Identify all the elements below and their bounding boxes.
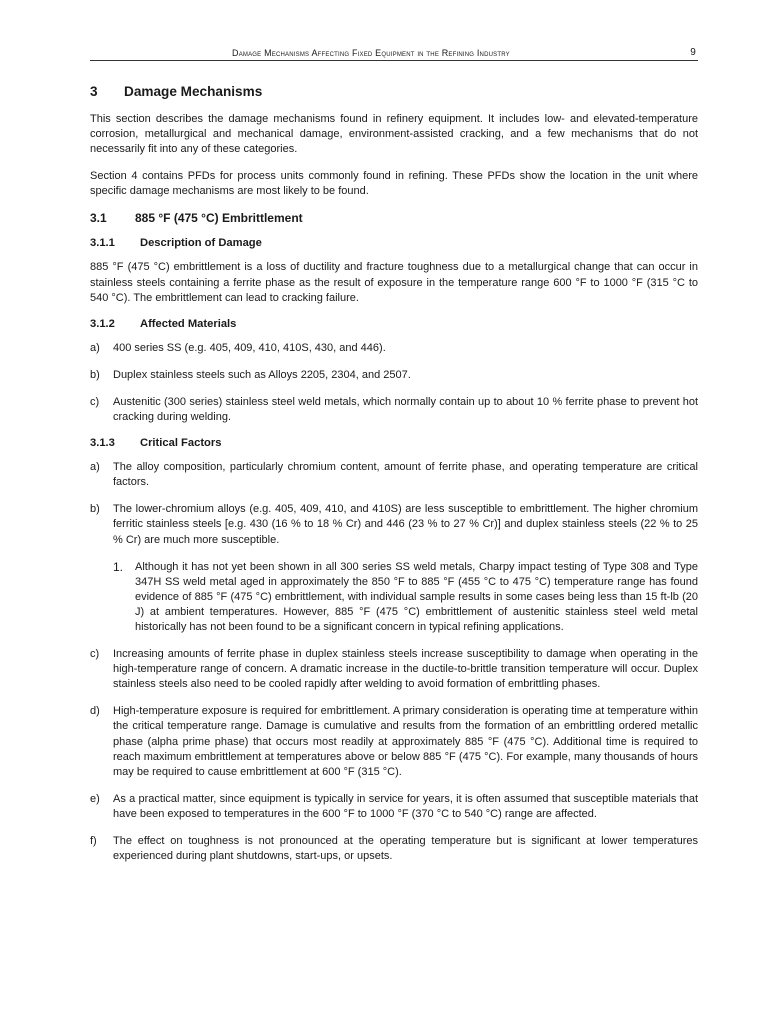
header-title: Damage Mechanisms Affecting Fixed Equipment in the Refining Industry <box>232 48 510 58</box>
list-label: a) <box>90 341 100 354</box>
list-text: Increasing amounts of ferrite phase in duplex stainless steels increase susceptibility to damage when operating in the high-temperature range of concern. A dramatic increase in the ductile-to-brittle transition temperature will occur. Duplex stainless steels also need to be cooled rapidly after welding to avoid formation of embrittling phases. <box>113 648 698 691</box>
subsubsection-title: Description of Damage <box>140 237 262 250</box>
list-item <box>90 792 698 822</box>
list-label: f) <box>90 835 97 847</box>
section-heading <box>90 84 698 99</box>
subsubsection-heading-description <box>90 237 698 249</box>
running-header <box>90 44 698 61</box>
page-number: 9 <box>690 47 696 58</box>
list-text: The alloy composition, particularly chromium content, amount of ferrite phase, and operating temperature are critical factors. <box>113 461 698 489</box>
subsubsection-heading-materials <box>90 318 698 330</box>
list-label: b) <box>90 503 100 516</box>
list-text: High-temperature exposure is required for embrittlement. A primary consideration is operating time at temperature within the critical temperature range. Damage is cumulative and results from the formation of an embrittling ordered metallic phase (alpha prime phase) that occurs most readily at approximately 885 °F (475 °C). Additional time is required to reach maximum embrittlement at temperatures above or below 885 °F (475 °C). For example, many thousands of hours may be required to cause embrittlement at 600 °F (315 °C). <box>113 705 698 778</box>
note-label: 1. <box>113 559 124 574</box>
note-text: Although it has not yet been shown in all 300 series SS weld metals, Charpy impact testing of Type 308 and Type 347H SS weld metal aged in approximately the 850 °F to 885 °F (455 °C to 475 °C) temperature range has found evidence of 885 °F (475 °C) embrittlement, with individual sample results in some cases being less than 15 ft-lb (20 J) at ambient temperatures. However, 885 °F (475 °C) embrittlement of austenitic stainless steel weld metal historically has not been found to be a significant concern in typical refining applications. <box>135 560 698 633</box>
list-label: e) <box>90 792 100 805</box>
pfd-paragraph: Section 4 contains PFDs for process units commonly found in refining. These PFDs show the location in the unit where specific damage mechanisms are most likely to be found. <box>90 170 698 198</box>
subsubsection-title: Critical Factors <box>140 437 222 450</box>
list-label: a) <box>90 461 100 474</box>
list-item <box>90 341 698 356</box>
list-label: c) <box>90 648 100 661</box>
section-number: 3 <box>90 84 98 99</box>
page-content <box>90 84 698 876</box>
list-text: The lower-chromium alloys (e.g. 405, 409, 410, and 410S) are less susceptible to embrittlement. The higher chromium ferritic stainless steels [e.g. 430 (16 % to 18 % Cr) and 446 (23 % to 27 % Cr)] and duplex stainless steels (22 % to 25 % Cr) are much more susceptible. <box>113 503 698 546</box>
subsubsection-number: 3.1.2 <box>90 317 115 330</box>
subsubsection-heading-critical-factors <box>90 437 698 449</box>
numbered-note <box>113 560 698 635</box>
list-text: Austenitic (300 series) stainless steel weld metals, which normally contain up to about 10 % ferrite phase to prevent hot cracking during welding. <box>113 395 698 424</box>
list-item <box>90 502 698 547</box>
subsection-number: 3.1 <box>90 211 107 226</box>
list-item <box>90 395 698 425</box>
list-item <box>90 704 698 779</box>
list-text: As a practical matter, since equipment is typically in service for years, it is often assumed that susceptible materials that have been exposed to temperatures in the 600 °F to 1000 °F (370 °C to 540 °C) range are affected. <box>113 792 698 820</box>
list-item <box>90 460 698 490</box>
list-text: The effect on toughness is not pronounced at the operating temperature but is significant at lower temperatures experienced during plant shutdowns, start-ups, or upsets. <box>113 835 698 863</box>
subsubsection-number: 3.1.3 <box>90 437 115 450</box>
subsubsection-number: 3.1.1 <box>90 237 115 250</box>
subsection-title: 885 °F (475 °C) Embrittlement <box>135 211 303 226</box>
subsection-heading <box>90 211 698 225</box>
description-paragraph: 885 °F (475 °C) embrittlement is a loss of ductility and fracture toughness due to a metallurgical change that can occur in stainless steels containing a ferrite phase as the result of exposure in the temperature range 600 °F to 1000 °F (315 °C to 540 °C). The embrittlement can lead to cracking failure. <box>90 261 698 304</box>
list-item <box>90 647 698 692</box>
list-label: d) <box>90 705 100 718</box>
list-item <box>90 368 698 383</box>
list-label: c) <box>90 395 100 408</box>
list-label: b) <box>90 368 100 381</box>
section-title: Damage Mechanisms <box>124 84 263 99</box>
subsubsection-title: Affected Materials <box>140 317 237 330</box>
list-text: Duplex stainless steels such as Alloys 2205, 2304, and 2507. <box>113 368 411 381</box>
list-text: 400 series SS (e.g. 405, 409, 410, 410S, 430, and 446). <box>113 341 386 354</box>
intro-paragraph: This section describes the damage mechanisms found in refinery equipment. It includes low- and elevated-temperature corrosion, metallurgical and mechanical damage, environment-assisted cracking, and a few mechanisms that do not necessarily fit into any of these categories. <box>90 113 698 156</box>
list-item <box>90 834 698 864</box>
